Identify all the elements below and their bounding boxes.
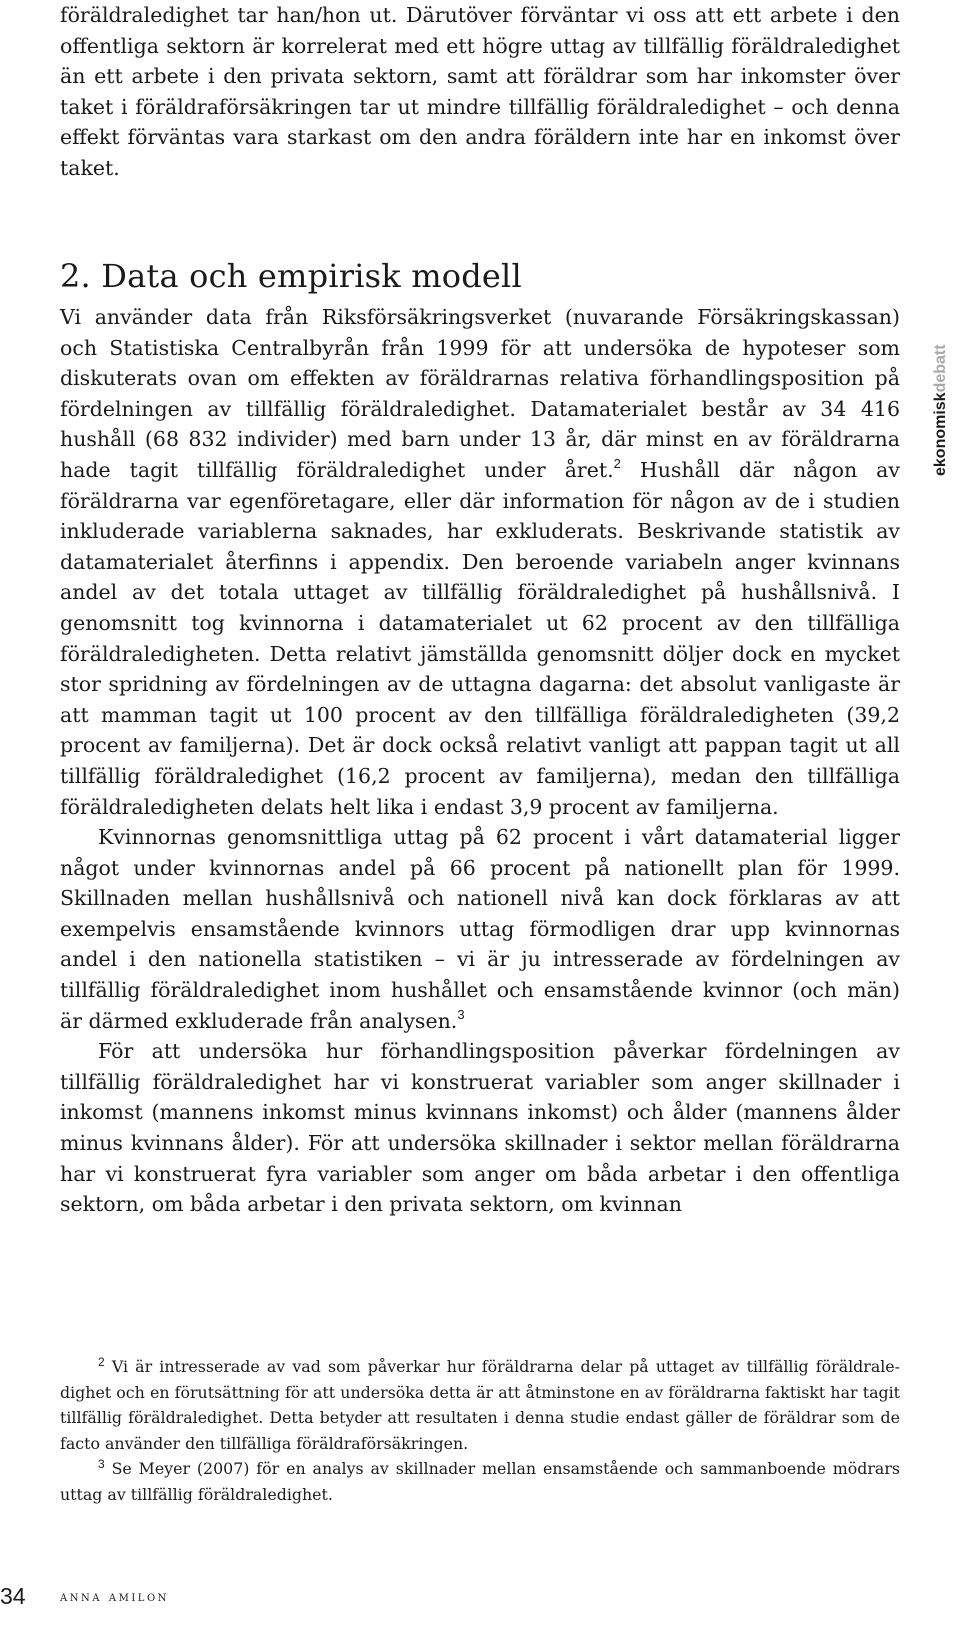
page-number: 34: [0, 1583, 26, 1609]
running-head: anna amilon: [60, 1589, 169, 1605]
footnote-2: [60, 1354, 900, 1456]
section-body: [60, 302, 900, 1220]
body-paragraph-2-text: Kvinnornas genomsnittliga uttag på 62 procent i vårt datamaterial ligger något under kvinnornas andel på 66 procent på nationellt plan för 1999. Skillnaden mellan hushållsnivå och nationell nivå kan dock förklaras av att exempelvis ensamstående kvinnors uttag förmodligen drar upp kvinnornas andel i den nationella statistiken – vi är ju intresserade av fördelningen av tillfällig föräldraledighet inom hushållet och ensamstående kvinnor (och män) är därmed exkluderade från analysen.: [60, 825, 900, 1033]
svg-text:ekonomiskdebatt: [932, 344, 949, 476]
body-paragraph-2: [60, 822, 900, 1036]
journal-logo-ekonomisk: ekonomisk: [932, 392, 949, 476]
footnote-ref-3[interactable]: 3: [457, 1006, 465, 1022]
body-paragraph-1-text-b: Hushåll där någon av föräldrarna var egenföretagare, eller där information för någon av de i studien inkluderade variablerna saknades, har exkluderats. Beskrivande statistik av datamaterialet återfinns i appendix. Den beroende variabeln anger kvinnans andel av det totala uttaget av tillfällig föräldraledighet på hushållsnivå. I genomsnitt tog kvinnorna i datamaterialet ut 62 procent av den tillfälliga föräldraledigheten. Detta relativt jämställda genomsnitt döljer dock en mycket stor spridning av fördelningen av de uttagna dagarna: det absolut vanligaste är att mamman tagit ut 100 procent av den tillfälliga föräldraledigheten (39,2 procent av familjerna). Det är dock också relativt vanligt att pappan tagit ut all tillfällig föräldraledighet (16,2 procent av familjerna), medan den tillfälliga föräldraledigheten delats helt lika i endast 3,9 procent av familjerna.: [60, 457, 900, 819]
section-heading: 2. Data och empirisk modell: [60, 257, 522, 295]
footnote-3-text: Se Meyer (2007) för en analys av skillnader mellan ensamstående och sammanboende mödrars uttag av tillfällig föräldraledighet.: [60, 1459, 900, 1504]
footnote-2-text: Vi är intresserade av vad som påverkar hur föräldrarna delar på uttaget av tillfällig föräldraledighet och en förutsättning för att undersöka detta är att åtminstone en av föräldrarna faktiskt har tagit tillfällig föräldraledighet. Detta betyder att resultaten i denna studie endast gäller de föräldrar som de facto använder den tillfälliga föräldraförsäkringen.: [60, 1357, 900, 1453]
footnote-mark-2: 2: [98, 1355, 105, 1369]
body-paragraph-1-text-a: Vi använder data från Riksförsäkringsverket (nuvarande Försäkringskassan) och Statistiska Centralbyrån från 1999 för att undersöka de hypoteser som diskuterats ovan om effekten av föräldrarnas relativa förhandlingsposition på fördelningen av tillfällig föräldraledighet. Datamaterialet består av 34 416 hushåll (68 832 individer) med barn under 13 år, där minst en av föräldrarna hade tagit tillfällig föräldraledighet under året.: [60, 305, 900, 482]
footnote-3: [60, 1456, 900, 1507]
journal-logo-debatt: debatt: [932, 344, 949, 393]
footnote-mark-3: 3: [98, 1457, 105, 1471]
body-paragraph-3: För att undersöka hur förhandlingsposition påverkar fördelningen av tillfällig föräldraledighet har vi konstruerat variabler som anger skillnader i inkomst (mannens inkomst minus kvinnans inkomst) och ålder (mannens ålder minus kvinnans ålder). För att undersöka skillnader i sektor mellan föräldrarna har vi konstruerat fyra variabler som anger om båda arbetar i den offentliga sektorn, om båda arbetar i den privata sektorn, om kvinnan: [60, 1039, 900, 1217]
footnote-ref-2[interactable]: 2: [613, 455, 621, 471]
footnotes: [60, 1354, 900, 1507]
intro-paragraph: föräldraledighet tar han/hon ut. Därutöver förväntar vi oss att ett arbete i den offentliga sektorn är korrelerat med ett högre uttag av tillfällig föräldraledighet än ett arbete i den privata sektorn, samt att föräldrar som har inkomster över taket i föräldraförsäkringen tar ut mindre tillfällig föräldraledighet – och denna effekt förväntas vara starkast om den andra föräldern inte har en inkomst över taket.: [60, 3, 900, 180]
journal-logo: [933, 266, 947, 476]
body-paragraph-1: [60, 302, 900, 822]
